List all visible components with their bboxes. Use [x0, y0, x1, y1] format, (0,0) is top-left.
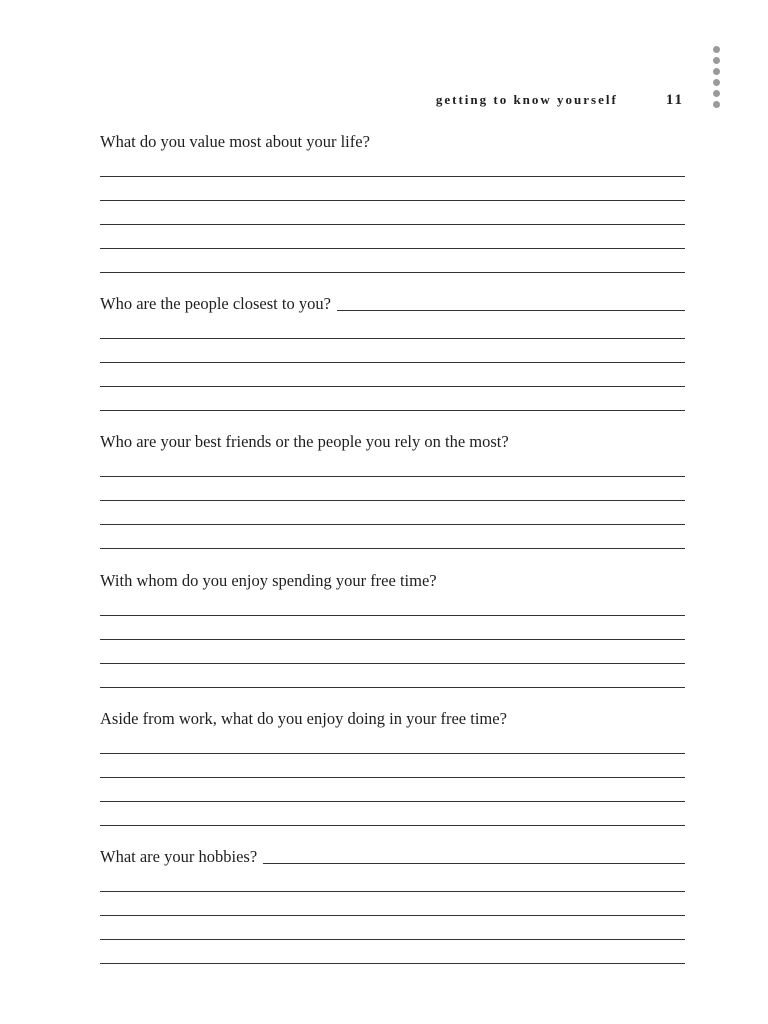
- answer-line[interactable]: [100, 754, 685, 778]
- question-section: [100, 846, 685, 964]
- question-row: [100, 846, 685, 868]
- answer-line[interactable]: [100, 802, 685, 826]
- running-title: getting to know yourself: [435, 92, 618, 107]
- answer-line[interactable]: [100, 778, 685, 802]
- edge-dot: [713, 68, 720, 75]
- answer-line[interactable]: [100, 477, 685, 501]
- question-row: [100, 431, 685, 453]
- answer-line[interactable]: [100, 868, 685, 892]
- answer-line[interactable]: [100, 363, 685, 387]
- answer-line[interactable]: [100, 339, 685, 363]
- question-section: [100, 708, 685, 826]
- edge-dot: [713, 101, 720, 108]
- answer-line[interactable]: [100, 916, 685, 940]
- page-edge-dots: [713, 46, 721, 108]
- question-section: [100, 131, 685, 273]
- answer-line[interactable]: [100, 315, 685, 339]
- question-section: [100, 431, 685, 549]
- page-number: 11: [665, 92, 684, 108]
- answer-line[interactable]: [100, 501, 685, 525]
- edge-dot: [713, 57, 720, 64]
- answer-line[interactable]: [100, 664, 685, 688]
- question-section: [100, 570, 685, 688]
- edge-dot: [713, 90, 720, 97]
- edge-dot: [713, 46, 720, 53]
- answer-inline-line[interactable]: [337, 310, 685, 311]
- answer-line[interactable]: [100, 177, 685, 201]
- question-text: Who are your best friends or the people you rely on the most?: [100, 432, 509, 451]
- answer-line[interactable]: [100, 616, 685, 640]
- answer-line[interactable]: [100, 592, 685, 616]
- answer-line[interactable]: [100, 730, 685, 754]
- question-row: [100, 131, 685, 153]
- answer-line[interactable]: [100, 225, 685, 249]
- answer-line[interactable]: [100, 640, 685, 664]
- question-section: [100, 293, 685, 411]
- question-row: [100, 708, 685, 730]
- question-row: [100, 293, 685, 315]
- answer-line[interactable]: [100, 249, 685, 273]
- question-text: Aside from work, what do you enjoy doing in your free time?: [100, 709, 507, 728]
- answer-line[interactable]: [100, 201, 685, 225]
- answer-inline-line[interactable]: [263, 863, 685, 864]
- answer-line[interactable]: [100, 387, 685, 411]
- running-header: [436, 92, 684, 109]
- question-text: With whom do you enjoy spending your free time?: [100, 571, 437, 590]
- edge-dot: [713, 79, 720, 86]
- question-text: What are your hobbies?: [100, 847, 258, 866]
- answer-line[interactable]: [100, 525, 685, 549]
- question-text: Who are the people closest to you?: [100, 294, 331, 313]
- question-row: [100, 570, 685, 592]
- answer-line[interactable]: [100, 940, 685, 964]
- answer-line[interactable]: [100, 153, 685, 177]
- answer-line[interactable]: [100, 892, 685, 916]
- question-text: What do you value most about your life?: [100, 132, 370, 151]
- answer-line[interactable]: [100, 453, 685, 477]
